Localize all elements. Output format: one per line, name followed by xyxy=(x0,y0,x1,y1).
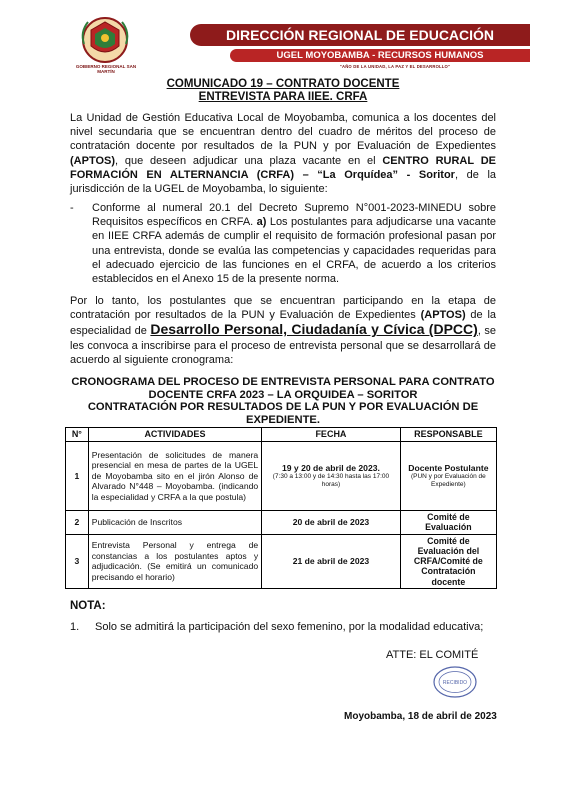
row-responsible: Docente Postulante xyxy=(408,462,489,473)
intro-text-2: , que deseen adjudicar una plaza vacante en el xyxy=(115,154,383,167)
header-activities: ACTIVIDADES xyxy=(88,428,261,442)
office-band: UGEL MOYOBAMBA - RECURSOS HUMANOS xyxy=(230,49,530,62)
note-number: 1. xyxy=(70,621,80,633)
specialty-name: Desarrollo Personal, Ciudadanía y Cívica (DPCC) xyxy=(150,321,478,338)
note-text: Solo se admitirá la participación del sexo femenino, por la modalidad educativa; xyxy=(95,621,484,633)
title-line-1: COMUNICADO 19 – CONTRATO DOCENTE xyxy=(166,78,400,90)
conv-text-1: Por lo tanto, los postulantes que se encuentran participando en la etapa de contratación por resultados de la PUN y Evaluación de Expedientes xyxy=(70,295,496,322)
row-number: 3 xyxy=(66,534,89,588)
row-date-note: (7:30 a 13:00 y de 14:30 hasta las 17:00 horas) xyxy=(272,473,390,489)
intro-text-1: La Unidad de Gestión Educativa Local de Moyobamba, comunica a los docentes del nivel secundaria que se encuentran dentro del cuadro de méritos del proceso de contratación docente por resultados de la PUN y por Evaluación de Expedientes xyxy=(70,112,496,153)
bullet-dash: - xyxy=(70,202,74,214)
note-label: NOTA: xyxy=(70,600,106,612)
requirement-bullet xyxy=(70,201,496,286)
schedule-title-line-3: CONTRATACIÓN POR RESULTADOS DE LA PUN Y POR EVALUACIÓN DE xyxy=(87,401,479,414)
row-date: 21 de abril de 2023 xyxy=(262,534,401,588)
schedule-table xyxy=(65,427,497,589)
table-header-row xyxy=(66,428,497,442)
bullet-text xyxy=(92,201,496,286)
table-row xyxy=(66,534,497,588)
conv-text-2: de la especialidad de xyxy=(70,309,497,338)
intro-bold-crfa: CENTRO RURAL DE FORMACIÓN EN ALTERNANCIA (CRFA) – “La Orquídea” - Soritor xyxy=(70,154,496,181)
title-line-2: ENTREVISTA PARA IIEE. CRFA xyxy=(198,91,368,103)
logo-caption: GOBIERNO REGIONAL SAN MARTÍN xyxy=(75,64,137,74)
conv-text-3: , se les convoca a inscribirse para el proceso de entrevista personal que se desarrollará de acuerdo al siguiente cronograma: xyxy=(70,325,496,366)
bullet-bold-a: a) xyxy=(256,216,267,229)
document-title xyxy=(70,78,496,104)
header-number: N° xyxy=(66,428,89,442)
schedule-title-line-4: EXPEDIENTE. xyxy=(246,413,320,426)
row-responsible-note: (PUN y por Evaluación de Expediente) xyxy=(410,473,486,489)
table-row xyxy=(66,511,497,535)
place-date: Moyobamba, 18 de abril de 2023 xyxy=(344,711,497,722)
row-date: 20 de abril de 2023 xyxy=(262,511,401,535)
row-activity: Entrevista Personal y entrega de constancias a los postulantes aptos y adjudicación. (Se emitirá un comunicado precisando el horario) xyxy=(88,534,261,588)
row-activity: Presentación de solicitudes de manera presencial en mesa de partes de la UGEL de Moyobamba sito en el jirón Alonso de Alvarado N°448 – Moyobamba. (indicando la especialidad y CRFA a la que postula) xyxy=(88,442,261,511)
conv-bold-aptos: (APTOS) xyxy=(420,309,466,322)
year-motto: "AÑO DE LA UNIDAD, LA PAZ Y EL DESARROLLO" xyxy=(339,64,451,69)
row-responsible-cell xyxy=(400,442,496,511)
row-number: 1 xyxy=(66,442,89,511)
bullet-text-1: Conforme al numeral 20.1 del Decreto Supremo N°001-2023-MINEDU sobre Requisitos específicos en CRFA. xyxy=(92,202,496,229)
bullet-text-2: Los postulantes para adjudicarse una vacante en IIEE CRFA además de cumplir el requisito de formación profesional pasan por una entrevista, donde se evalúa las competencias y capacidades requeridas para el adecuado ejercicio de las funciones en el CRFA, de acuerdo a los criterios establecidos en el Anexo 15 de la presente norma. xyxy=(92,216,496,286)
row-number: 2 xyxy=(66,511,89,535)
header-responsible: RESPONSABLE xyxy=(400,428,496,442)
intro-text-3: , de la jurisdicción de la UGEL de Moyobamba, lo siguiente: xyxy=(70,168,497,196)
signature-line: ATTE: EL COMITÉ xyxy=(386,649,479,661)
stamp-text: RECIBIDO xyxy=(442,680,468,686)
convocation-paragraph xyxy=(70,294,496,367)
row-activity: Publicación de Inscritos xyxy=(88,511,261,535)
row-responsible: Comité de Evaluación xyxy=(400,511,496,535)
intro-paragraph xyxy=(70,111,496,196)
table-row xyxy=(66,442,497,511)
row-responsible: Comité de Evaluación del CRFA/Comité de Contratación docente xyxy=(400,534,496,588)
row-date-cell xyxy=(262,442,401,511)
intro-bold-aptos: (APTOS) xyxy=(70,154,116,167)
schedule-title-line-1: CRONOGRAMA DEL PROCESO DE ENTREVISTA PERSONAL PARA CONTRATO xyxy=(71,376,495,388)
schedule-title-line-2: DOCENTE CRFA 2023 – LA ORQUIDEA – SORITOR xyxy=(148,388,418,401)
received-stamp-icon xyxy=(432,665,478,699)
letterhead xyxy=(70,14,532,72)
schedule-title xyxy=(70,376,496,426)
header-date: FECHA xyxy=(262,428,401,442)
row-date: 19 y 20 de abril de 2023. xyxy=(281,462,380,473)
institution-band: DIRECCIÓN REGIONAL DE EDUCACIÓN xyxy=(190,24,530,46)
